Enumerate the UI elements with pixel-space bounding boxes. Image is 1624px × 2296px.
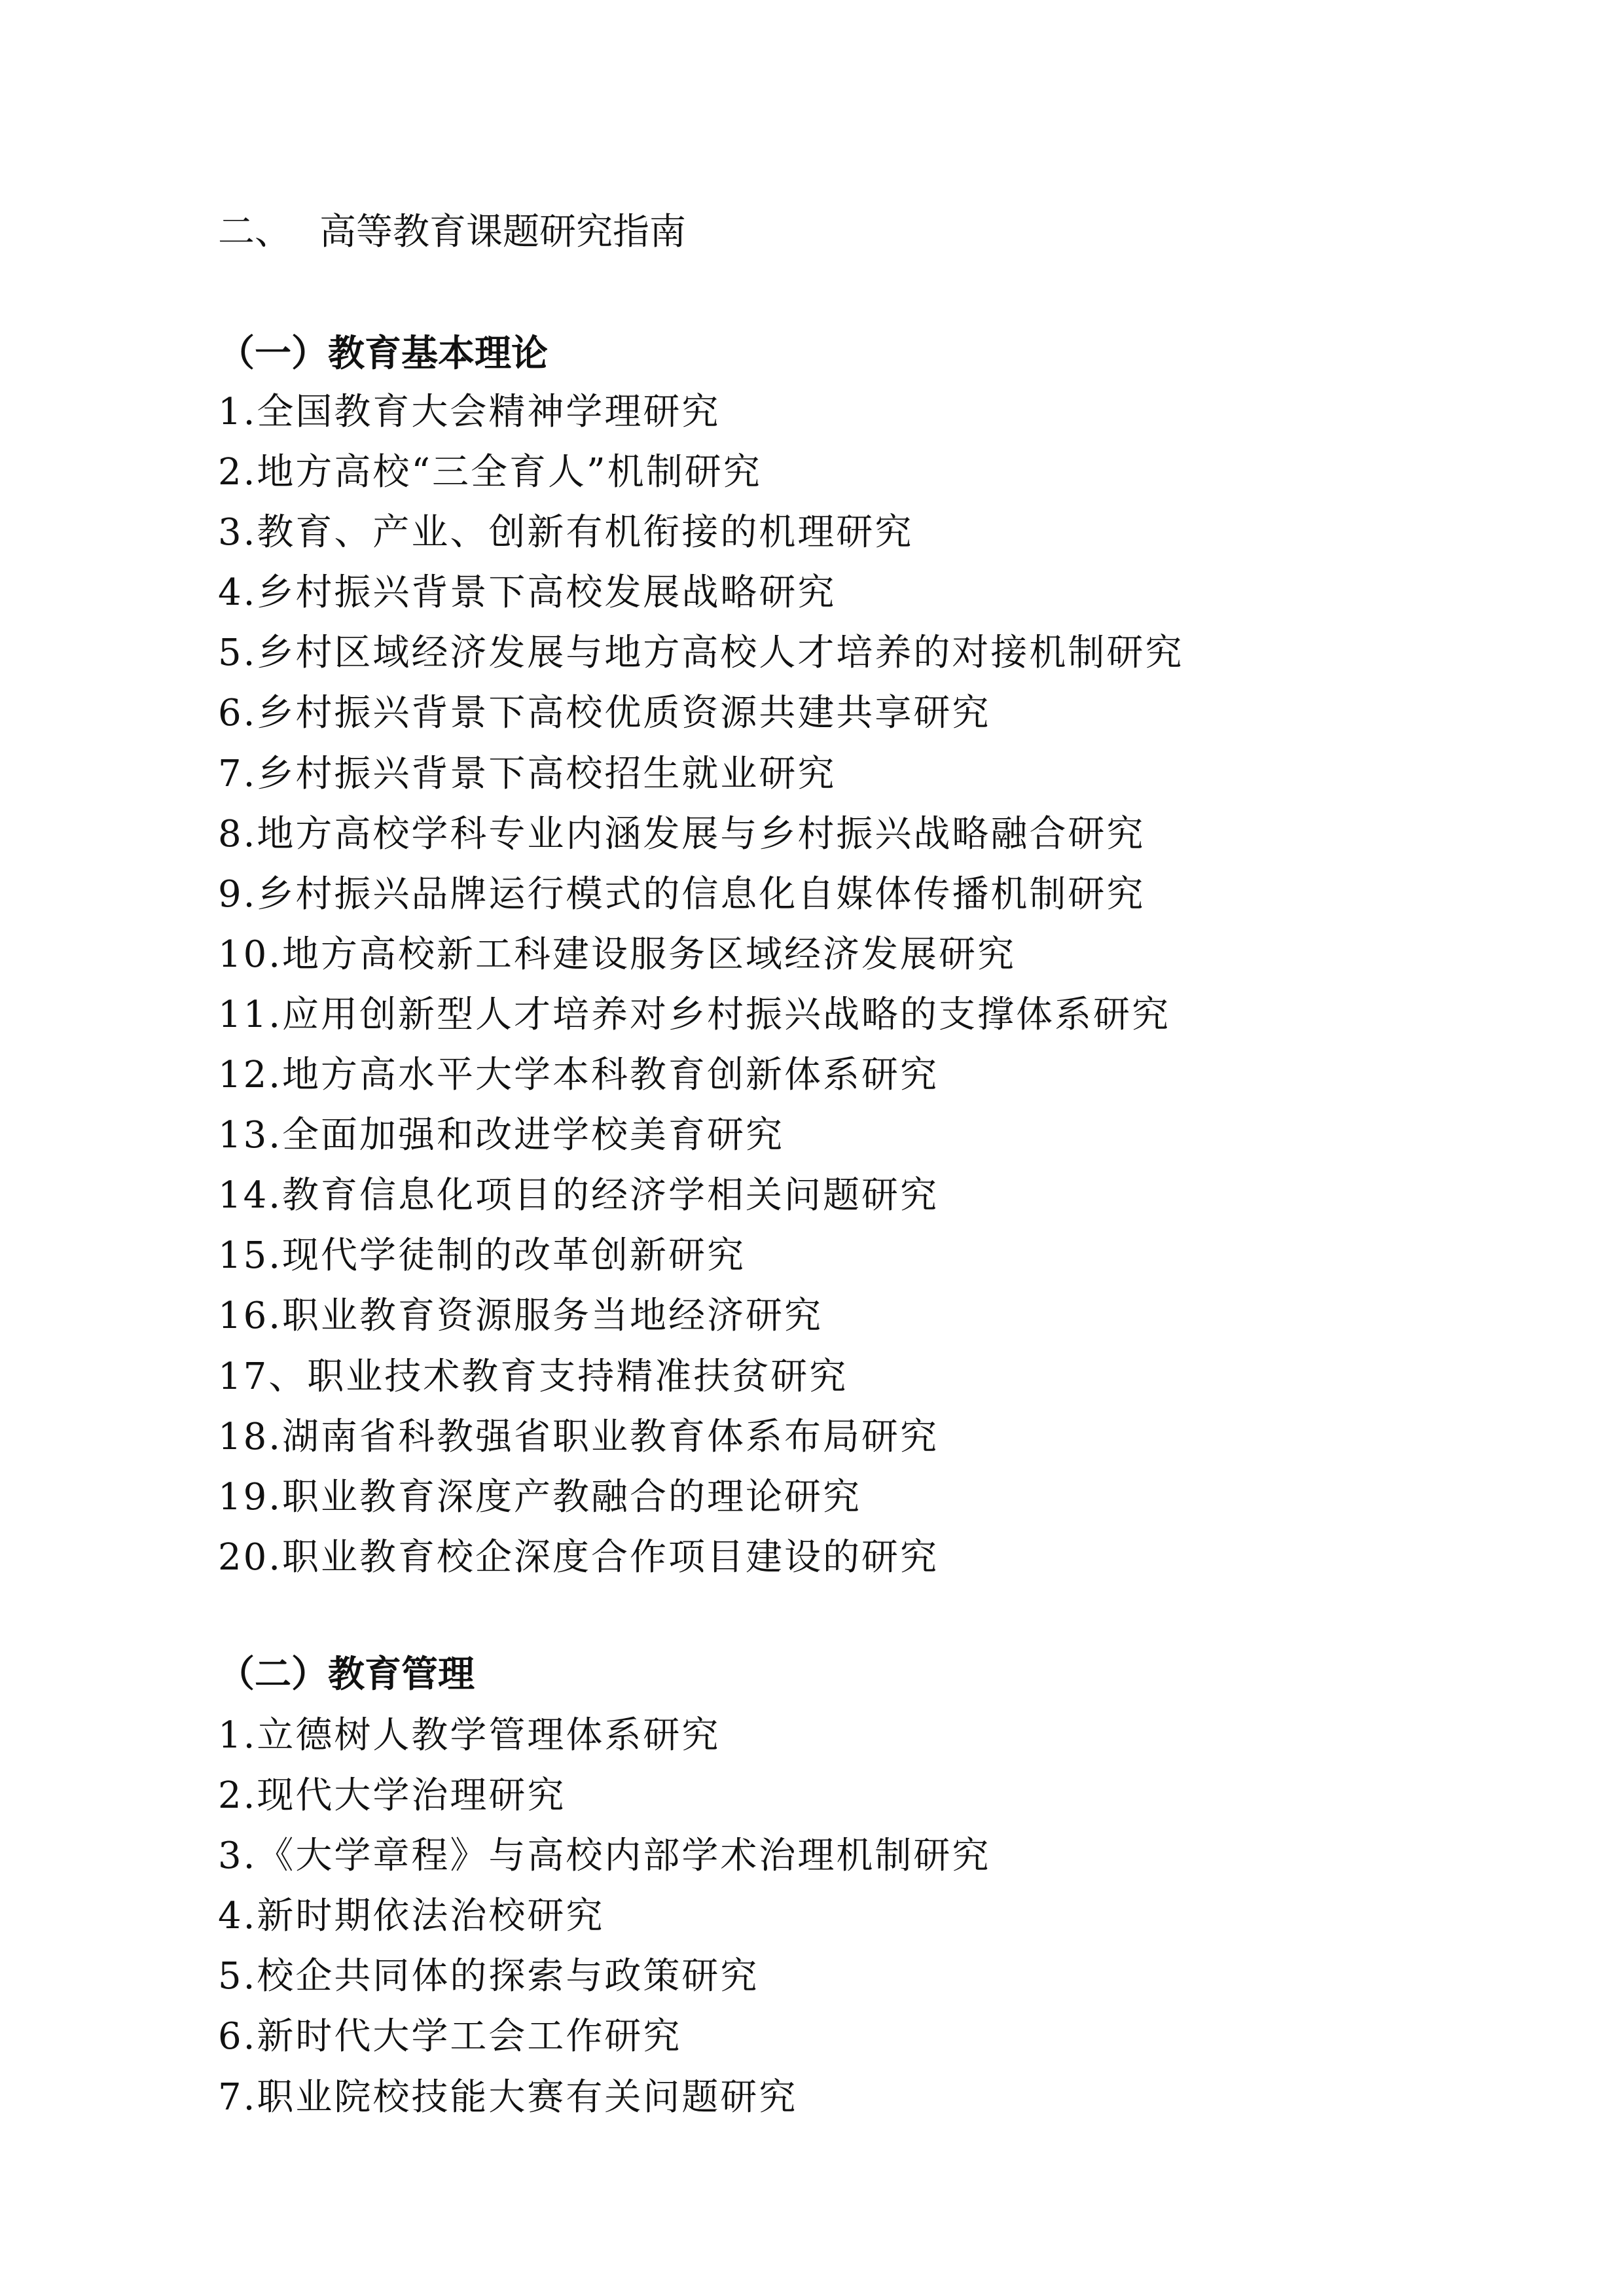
topic-item: 7.乡村振兴背景下高校招生就业研究 [218, 752, 837, 795]
basic-theory-topic-list [218, 382, 1183, 1588]
section-heading-education-management: （二）教育管理 [218, 1653, 475, 1696]
topic-item: 7.职业院校技能大赛有关问题研究 [218, 2075, 798, 2119]
topic-item: 2.地方高校“三全育人”机制研究 [218, 451, 762, 494]
main-heading-text: 高等教育课题研究指南 [319, 211, 686, 253]
topic-item: 19.职业教育深度产教融合的理论研究 [218, 1475, 862, 1518]
main-heading [218, 203, 686, 262]
topic-item: 13.全面加强和改进学校美育研究 [218, 1114, 785, 1157]
topic-item: 9.乡村振兴品牌运行模式的信息化自媒体传播机制研究 [218, 872, 1146, 916]
topic-item: 2.现代大学治理研究 [218, 1774, 566, 1818]
topic-item: 17、职业技术教育支持精准扶贫研究 [218, 1355, 848, 1398]
topic-item: 3.《大学章程》与高校内部学术治理机制研究 [218, 1835, 991, 1878]
topic-item: 4.新时期依法治校研究 [218, 1895, 605, 1938]
topic-item: 15.现代学徒制的改革创新研究 [218, 1234, 746, 1278]
topic-item: 5.校企共同体的探索与政策研究 [218, 1955, 759, 1998]
topic-item: 1.立德树人教学管理体系研究 [218, 1714, 721, 1757]
topic-item: 20.职业教育校企深度合作项目建设的研究 [218, 1535, 939, 1579]
section-heading-basic-theory: （一）教育基本理论 [218, 332, 548, 375]
topic-item: 11.应用创新型人才培养对乡村振兴战略的支撑体系研究 [218, 993, 1171, 1036]
topic-item: 14.教育信息化项目的经济学相关问题研究 [218, 1174, 939, 1217]
topic-item: 10.地方高校新工科建设服务区域经济发展研究 [218, 933, 1017, 976]
topic-item: 8.地方高校学科专业内涵发展与乡村振兴战略融合研究 [218, 812, 1146, 855]
topic-item: 6.乡村振兴背景下高校优质资源共建共享研究 [218, 692, 991, 735]
topic-item: 5.乡村区域经济发展与地方高校人才培养的对接机制研究 [218, 632, 1184, 675]
topic-item: 12.地方高水平大学本科教育创新体系研究 [218, 1054, 939, 1097]
education-management-topic-list [218, 1706, 990, 2128]
topic-item: 16.职业教育资源服务当地经济研究 [218, 1295, 823, 1338]
topic-item: 1.全国教育大会精神学理研究 [218, 391, 721, 433]
topic-item: 18.湖南省科教强省职业教育体系布局研究 [218, 1415, 939, 1458]
topic-item: 3.教育、产业、创新有机衔接的机理研究 [218, 511, 914, 554]
topic-item: 4.乡村振兴背景下高校发展战略研究 [218, 571, 837, 615]
topic-item: 6.新时代大学工会工作研究 [218, 2015, 682, 2058]
main-heading-number: 二、 [218, 211, 291, 253]
